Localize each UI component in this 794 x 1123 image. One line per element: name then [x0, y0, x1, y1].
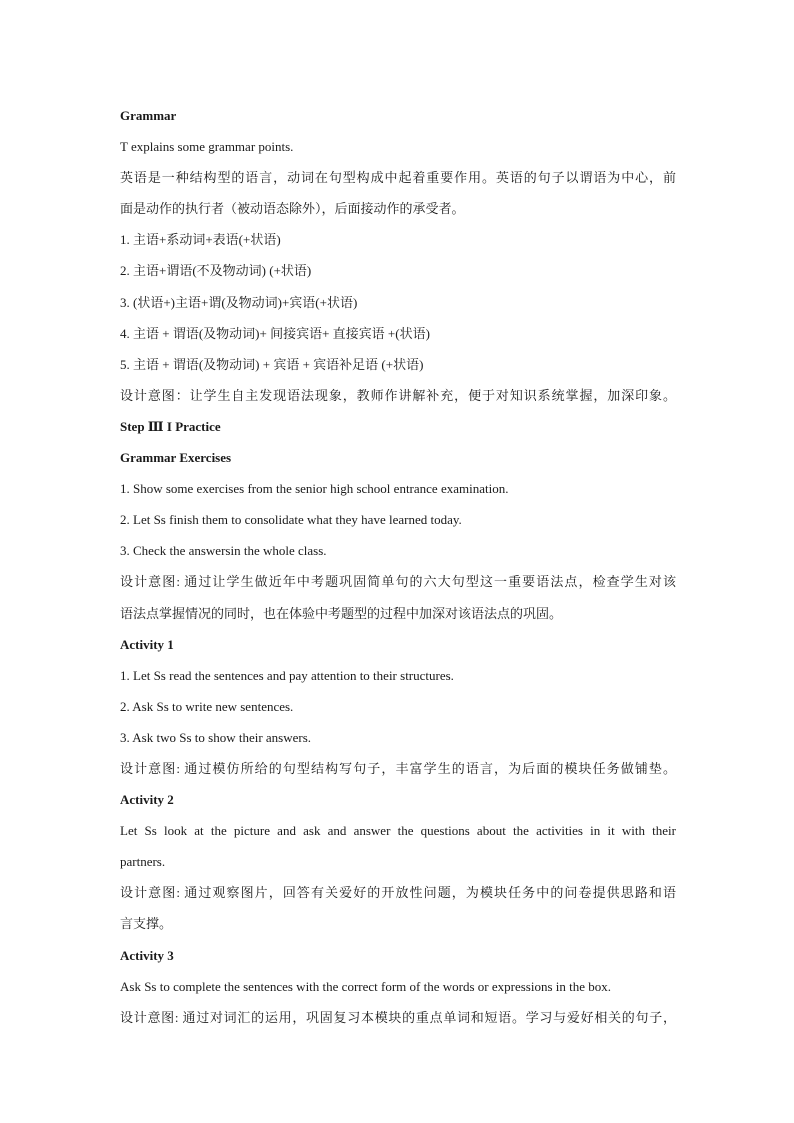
activity-2-line-1: Let Ss look at the picture and ask and answer the questions about the activities in it with their — [120, 823, 676, 839]
sentence-pattern-4: 4. 主语 + 谓语(及物动词)+ 间接宾语+ 直接宾语 +(状语) — [120, 325, 430, 341]
exercise-item-2: 2. Let Ss finish them to consolidate what they have learned today. — [120, 512, 462, 528]
activity-2-line-2: partners. — [120, 854, 166, 870]
subheading-activity-3: Activity 3 — [120, 947, 174, 963]
design-intent-4-line-2: 言支撑。 — [120, 916, 173, 932]
design-intent-2-line-1: 设计意图: 通过让学生做近年中考题巩固简单句的六大句型这一重要语法点，检查学生对该 — [120, 574, 676, 590]
activity-1-item-2: 2. Ask Ss to write new sentences. — [120, 698, 294, 714]
sentence-pattern-1: 1. 主语+系动词+表语(+状语) — [120, 232, 281, 248]
activity-1-item-3: 3. Ask two Ss to show their answers. — [120, 729, 312, 745]
subheading-grammar-exercises: Grammar Exercises — [120, 450, 232, 466]
sentence-pattern-3: 3. (状语+)主语+谓(及物动词)+宾语(+状语) — [120, 294, 358, 310]
activity-1-item-1: 1. Let Ss read the sentences and pay attention to their structures. — [120, 667, 454, 683]
subheading-activity-2: Activity 2 — [120, 792, 174, 808]
design-intent-4-line-1: 设计意图: 通过观察图片，回答有关爱好的开放性问题，为模块任务中的问卷提供思路和语 — [120, 885, 676, 901]
paragraph-intro-line-2: 面是动作的执行者（被动语态除外），后面接动作的承受者。 — [120, 201, 465, 217]
sentence-pattern-2: 2. 主语+谓语(不及物动词) (+状语) — [120, 263, 312, 279]
document-body — [120, 100, 676, 1033]
design-intent-1: 设计意图：让学生自主发现语法现象，教师作讲解补充，便于对知识系统掌握，加深印象。 — [120, 387, 676, 403]
sentence-pattern-5: 5. 主语 + 谓语(及物动词) + 宾语 + 宾语补足语 (+状语) — [120, 356, 424, 372]
activity-3-line: Ask Ss to complete the sentences with the correct form of the words or expressions in the box. — [120, 978, 611, 994]
paragraph-t-explains: T explains some grammar points. — [120, 139, 294, 155]
exercise-item-3: 3. Check the answersin the whole class. — [120, 543, 327, 559]
design-intent-2-line-2: 语法点掌握情况的同时，也在体验中考题型的过程中加深对该语法点的巩固。 — [120, 605, 563, 621]
exercise-item-1: 1. Show some exercises from the senior high school entrance examination. — [120, 481, 509, 497]
design-intent-5: 设计意图: 通过对词汇的运用，巩固复习本模块的重点单词和短语。学习与爱好相关的句子， — [120, 1009, 676, 1025]
paragraph-intro-line-1: 英语是一种结构型的语言，动词在句型构成中起着重要作用。英语的句子以谓语为中心，前 — [120, 170, 676, 186]
subheading-activity-1: Activity 1 — [120, 636, 174, 652]
design-intent-3: 设计意图: 通过模仿所给的句型结构写句子，丰富学生的语言，为后面的模块任务做铺垫。 — [120, 760, 676, 776]
section-heading-grammar: Grammar — [120, 108, 177, 123]
step-heading-practice: Step Ⅲ I Practice — [120, 418, 221, 434]
